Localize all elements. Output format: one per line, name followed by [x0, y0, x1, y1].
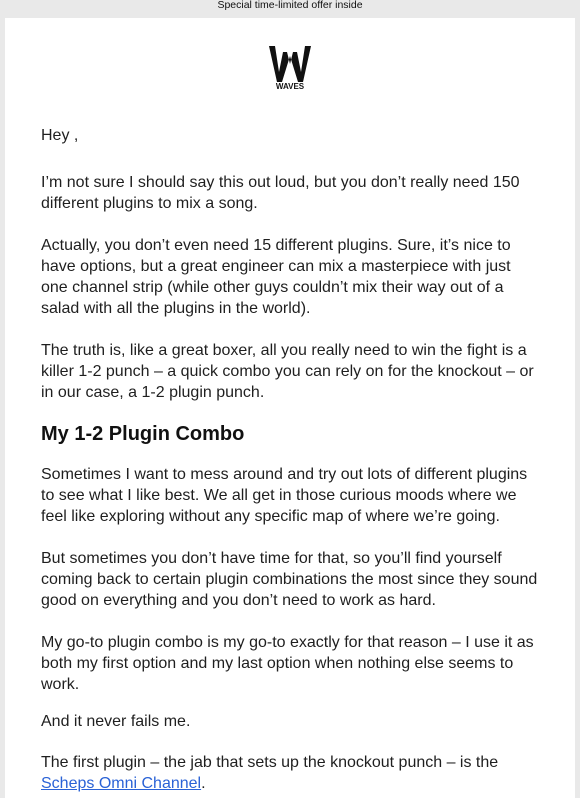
email-card: [5, 18, 575, 798]
section-heading: My 1-2 Plugin Combo: [41, 423, 245, 445]
paragraph: And it never fails me.: [41, 713, 191, 730]
logo[interactable]: [5, 44, 575, 95]
waves-logo-icon: [266, 44, 314, 90]
greeting: Hey ,: [41, 127, 79, 144]
paragraph: But sometimes you don’t have time for that, so you’ll find yourself coming back to certain plugin combinations the most since they sound good on everything and you don’t need to work as hard.: [41, 550, 538, 609]
paragraph-with-link: [41, 752, 541, 794]
paragraph: The truth is, like a great boxer, all you really need to win the fight is a killer 1-2 punch – a quick combo you can rely on for the knockout – or in our case, a 1-2 plugin punch.: [41, 342, 534, 401]
email-body: [41, 125, 541, 794]
paragraph-text-end: .: [201, 775, 206, 792]
paragraph-text: The first plugin – the jab that sets up the knockout punch – is the: [41, 754, 499, 771]
scheps-omni-channel-link[interactable]: Scheps Omni Channel: [41, 775, 202, 792]
paragraph: I’m not sure I should say this out loud, but you don’t really need 150 different plugins to mix a song.: [41, 174, 520, 212]
logo-wordmark: WAVES: [275, 82, 305, 90]
paragraph: My go-to plugin combo is my go-to exactly for that reason – I use it as both my first option and my last option when nothing else seems to work.: [41, 634, 534, 693]
paragraph: Sometimes I want to mess around and try out lots of different plugins to see what I like best. We all get in those curious moods where we feel like exploring without any specific map of where we’re going.: [41, 466, 528, 525]
preheader-text: Special time-limited offer inside: [217, 0, 363, 11]
paragraph: Actually, you don’t even need 15 different plugins. Sure, it’s nice to have options, but a great engineer can mix a masterpiece with just one channel strip (while other guys couldn’t mix their way out of a salad with all the plugins in the world).: [41, 237, 511, 317]
